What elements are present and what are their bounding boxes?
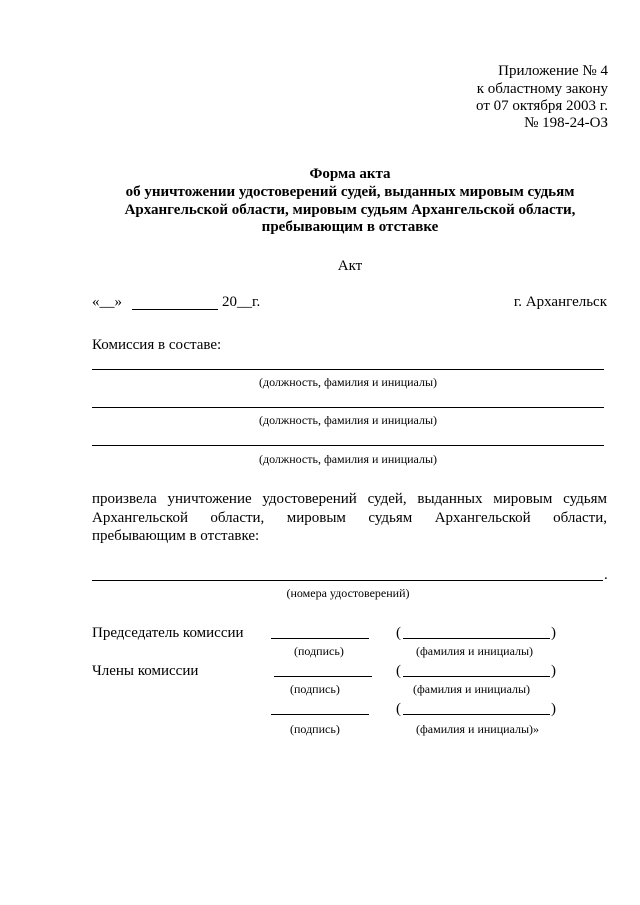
member2-name-line bbox=[403, 714, 550, 715]
date-month-line bbox=[132, 309, 218, 310]
chairman-paren-open: ( bbox=[396, 625, 401, 641]
member1-paren-close: ) bbox=[551, 663, 556, 679]
chairman-sign-hint: (подпись) bbox=[294, 644, 344, 658]
members-label: Члены комиссии bbox=[92, 663, 199, 679]
member1-sign-hint: (подпись) bbox=[290, 682, 340, 696]
city: г. Архангельск bbox=[513, 294, 607, 310]
member2-sign-hint: (подпись) bbox=[290, 722, 340, 736]
member1-name-hint: (фамилия и инициалы) bbox=[413, 682, 531, 696]
member2-paren-close: ) bbox=[551, 701, 556, 717]
appendix-law-number: № 198-24-ОЗ bbox=[524, 115, 608, 131]
act-label: Акт bbox=[337, 258, 363, 274]
chairman-signature-line bbox=[271, 638, 369, 639]
member2-name-hint: (фамилия и инициалы)» bbox=[416, 722, 540, 736]
appendix-law: к областному закону bbox=[476, 81, 608, 97]
numbers-hint: (номера удостоверений) bbox=[286, 586, 410, 600]
body-text-line2: Архангельской области, мировым судьям Архангельской области, bbox=[92, 510, 607, 526]
member-line-2 bbox=[92, 407, 604, 408]
member1-name-line bbox=[403, 676, 550, 677]
member1-signature-line bbox=[274, 676, 372, 677]
member1-paren-open: ( bbox=[396, 663, 401, 679]
member-hint-2: (должность, фамилия и инициалы) bbox=[258, 413, 438, 427]
chairman-paren-close: ) bbox=[551, 625, 556, 641]
chairman-label: Председатель комиссии bbox=[92, 625, 244, 641]
date-day: «__» bbox=[92, 294, 122, 310]
form-title-line2: об уничтожении удостоверений судей, выданных мировым судьям bbox=[125, 184, 575, 200]
chairman-name-hint: (фамилия и инициалы) bbox=[416, 644, 534, 658]
numbers-period: . bbox=[604, 567, 608, 583]
member2-paren-open: ( bbox=[396, 701, 401, 717]
commission-label: Комиссия в составе: bbox=[92, 337, 222, 353]
appendix-number: Приложение № 4 bbox=[498, 63, 608, 79]
form-title-line3: Архангельской области, мировым судьям Архангельской области, bbox=[124, 202, 576, 218]
form-title: Форма акта bbox=[309, 166, 391, 182]
member-hint-1: (должность, фамилия и инициалы) bbox=[258, 375, 438, 389]
member-line-1 bbox=[92, 369, 604, 370]
form-title-line4: пребывающим в отставке bbox=[261, 219, 439, 235]
member-line-3 bbox=[92, 445, 604, 446]
body-text-line1: произвела уничтожение удостоверений судей, выданных мировым судьям bbox=[92, 491, 607, 507]
member2-signature-line bbox=[271, 714, 369, 715]
body-text-line3: пребывающим в отставке: bbox=[92, 528, 260, 544]
member-hint-3: (должность, фамилия и инициалы) bbox=[258, 452, 438, 466]
numbers-line bbox=[92, 580, 603, 581]
date-year: 20__г. bbox=[222, 294, 261, 310]
appendix-date: от 07 октября 2003 г. bbox=[476, 98, 608, 114]
chairman-name-line bbox=[403, 638, 550, 639]
